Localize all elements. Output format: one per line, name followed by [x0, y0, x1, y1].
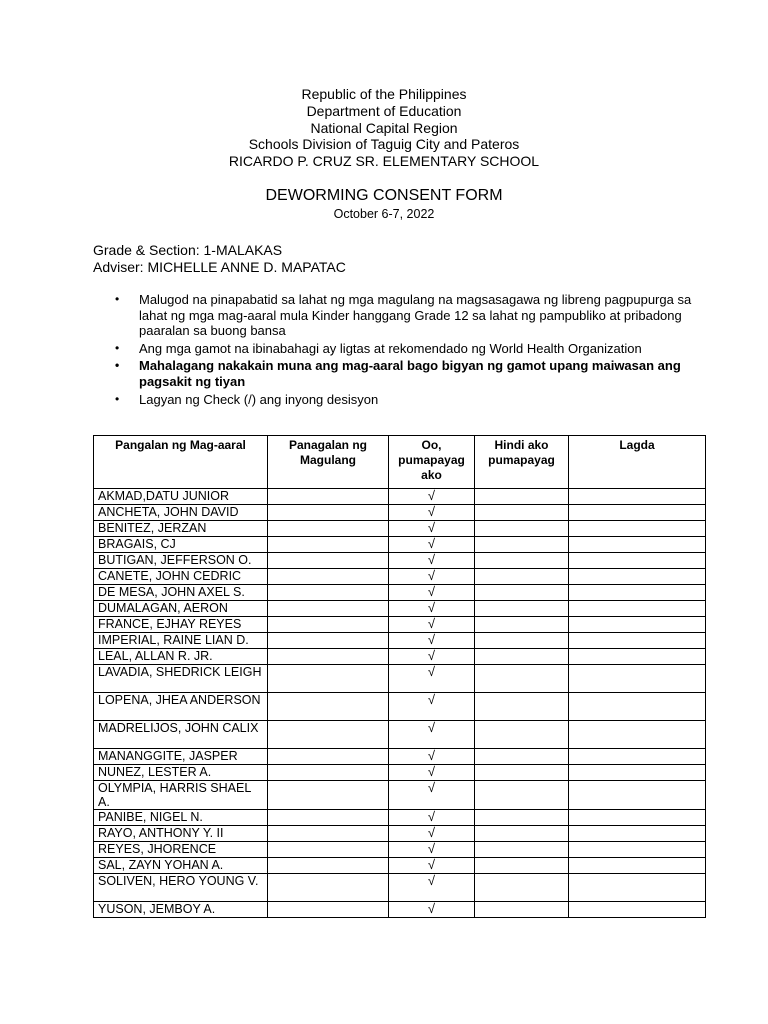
parent-name-cell[interactable]: [268, 842, 389, 858]
bullet-icon: •: [115, 358, 120, 373]
student-name-cell: YUSON, JEMBOY A.: [94, 902, 268, 918]
student-name-cell: BENITEZ, JERZAN: [94, 521, 268, 537]
student-name-cell: DUMALAGAN, AERON: [94, 601, 268, 617]
consent-no-cell[interactable]: [475, 721, 569, 749]
signature-cell[interactable]: [569, 842, 706, 858]
student-name-cell: OLYMPIA, HARRIS SHAEL A.: [94, 781, 268, 810]
consent-yes-cell[interactable]: [389, 553, 475, 569]
table-row: [94, 633, 706, 649]
check-mark-icon: √: [427, 616, 436, 631]
check-mark-icon: √: [427, 552, 436, 567]
consent-no-cell[interactable]: [475, 633, 569, 649]
parent-name-cell[interactable]: [268, 537, 389, 553]
parent-name-cell[interactable]: [268, 569, 389, 585]
consent-no-cell[interactable]: [475, 874, 569, 902]
consent-yes-cell[interactable]: [389, 721, 475, 749]
table-row: [94, 765, 706, 781]
parent-name-cell[interactable]: [268, 874, 389, 902]
consent-no-cell[interactable]: [475, 617, 569, 633]
class-info: [93, 242, 346, 275]
signature-cell[interactable]: [569, 489, 706, 505]
signature-cell[interactable]: [569, 585, 706, 601]
check-mark-icon: √: [427, 841, 436, 856]
signature-cell[interactable]: [569, 781, 706, 810]
instruction-item: [93, 392, 693, 408]
consent-yes-cell[interactable]: [389, 617, 475, 633]
table-row: [94, 693, 706, 721]
check-mark-icon: √: [427, 857, 436, 872]
student-name-cell: SOLIVEN, HERO YOUNG V.: [94, 874, 268, 902]
instruction-text: Malugod na pinapabatid sa lahat ng mga magulang na magsasagawa ng libreng pagpupurga sa lahat ng mga mag-aaral mula Kinder hanggang Grade 12 sa lahat ng pampubliko at pribadong paaralan sa buong bansa: [139, 292, 692, 339]
table-row: [94, 858, 706, 874]
parent-name-cell[interactable]: [268, 633, 389, 649]
grade-section: Grade & Section: 1-MALAKAS: [93, 242, 283, 258]
signature-cell[interactable]: [569, 601, 706, 617]
header-student-name: Pangalan ng Mag-aaral: [94, 436, 268, 489]
parent-name-cell[interactable]: [268, 826, 389, 842]
consent-no-cell[interactable]: [475, 665, 569, 693]
bullet-icon: •: [115, 391, 120, 406]
parent-name-cell[interactable]: [268, 665, 389, 693]
check-mark-icon: √: [427, 809, 436, 824]
signature-cell[interactable]: [569, 693, 706, 721]
student-name-cell: PANIBE, NIGEL N.: [94, 810, 268, 826]
consent-yes-cell[interactable]: [389, 749, 475, 765]
signature-cell[interactable]: [569, 537, 706, 553]
check-mark-icon: √: [427, 600, 436, 615]
consent-yes-cell[interactable]: [389, 489, 475, 505]
signature-cell[interactable]: [569, 505, 706, 521]
student-name-cell: REYES, JHORENCE: [94, 842, 268, 858]
check-mark-icon: √: [427, 648, 436, 663]
consent-yes-cell[interactable]: [389, 505, 475, 521]
table-row: [94, 842, 706, 858]
consent-yes-cell[interactable]: [389, 874, 475, 902]
parent-name-cell[interactable]: [268, 781, 389, 810]
consent-no-cell[interactable]: [475, 601, 569, 617]
consent-no-cell[interactable]: [475, 521, 569, 537]
signature-cell[interactable]: [569, 521, 706, 537]
consent-no-cell[interactable]: [475, 489, 569, 505]
header-consent-yes: Oo, pumapayag ako: [389, 436, 475, 489]
parent-name-cell[interactable]: [268, 489, 389, 505]
consent-no-cell[interactable]: [475, 902, 569, 918]
letterhead: [0, 86, 768, 170]
instruction-list: [93, 292, 693, 409]
consent-yes-cell[interactable]: [389, 649, 475, 665]
consent-no-cell[interactable]: [475, 537, 569, 553]
student-name-cell: FRANCE, EJHAY REYES: [94, 617, 268, 633]
parent-name-cell[interactable]: [268, 617, 389, 633]
letterhead-line-region: National Capital Region: [310, 119, 458, 136]
consent-table: [93, 435, 706, 918]
consent-no-cell[interactable]: [475, 858, 569, 874]
signature-cell[interactable]: [569, 617, 706, 633]
check-mark-icon: √: [427, 664, 436, 679]
check-mark-icon: √: [427, 873, 436, 888]
consent-yes-cell[interactable]: [389, 633, 475, 649]
student-name-cell: LEAL, ALLAN R. JR.: [94, 649, 268, 665]
check-mark-icon: √: [427, 520, 436, 535]
check-mark-icon: √: [427, 692, 436, 707]
parent-name-cell[interactable]: [268, 810, 389, 826]
check-mark-icon: √: [427, 748, 436, 763]
table-row: [94, 537, 706, 553]
check-mark-icon: √: [427, 720, 436, 735]
student-name-cell: DE MESA, JOHN AXEL S.: [94, 585, 268, 601]
check-mark-icon: √: [427, 488, 436, 503]
signature-cell[interactable]: [569, 721, 706, 749]
consent-yes-cell[interactable]: [389, 902, 475, 918]
consent-no-cell[interactable]: [475, 553, 569, 569]
form-title: DEWORMING CONSENT FORM: [265, 187, 503, 204]
consent-yes-cell[interactable]: [389, 858, 475, 874]
signature-cell[interactable]: [569, 569, 706, 585]
consent-no-cell[interactable]: [475, 585, 569, 601]
student-name-cell: CANETE, JOHN CEDRIC: [94, 569, 268, 585]
signature-cell[interactable]: [569, 810, 706, 826]
consent-yes-cell[interactable]: [389, 569, 475, 585]
table-row: [94, 826, 706, 842]
signature-cell[interactable]: [569, 858, 706, 874]
instruction-item: [93, 292, 693, 339]
consent-yes-cell[interactable]: [389, 585, 475, 601]
student-name-cell: LOPENA, JHEA ANDERSON: [94, 693, 268, 721]
parent-name-cell[interactable]: [268, 649, 389, 665]
student-name-cell: ANCHETA, JOHN DAVID: [94, 505, 268, 521]
instruction-text: Ang mga gamot na ibinabahagi ay ligtas at rekomendado ng World Health Organization: [139, 340, 642, 356]
parent-name-cell[interactable]: [268, 601, 389, 617]
table-row: [94, 569, 706, 585]
table-row: [94, 749, 706, 765]
consent-yes-cell[interactable]: [389, 765, 475, 781]
table-header-row: [94, 436, 706, 489]
consent-yes-cell[interactable]: [389, 665, 475, 693]
instruction-item: [93, 341, 693, 357]
table-row: [94, 665, 706, 693]
letterhead-line-school: RICARDO P. CRUZ SR. ELEMENTARY SCHOOL: [228, 153, 540, 170]
parent-name-cell[interactable]: [268, 585, 389, 601]
consent-no-cell[interactable]: [475, 765, 569, 781]
consent-no-cell[interactable]: [475, 749, 569, 765]
check-mark-icon: √: [427, 780, 436, 795]
parent-name-cell[interactable]: [268, 521, 389, 537]
student-name-cell: RAYO, ANTHONY Y. II: [94, 826, 268, 842]
student-name-cell: NUNEZ, LESTER A.: [94, 765, 268, 781]
signature-cell[interactable]: [569, 826, 706, 842]
bullet-icon: •: [115, 340, 120, 355]
instruction-text: Lagyan ng Check (/) ang inyong desisyon: [139, 391, 379, 407]
instruction-text: Mahalagang nakakain muna ang mag-aaral bago bigyan ng gamot upang maiwasan ang pagsakit ng tiyan: [139, 358, 681, 389]
signature-cell[interactable]: [569, 765, 706, 781]
parent-name-cell[interactable]: [268, 721, 389, 749]
consent-no-cell[interactable]: [475, 693, 569, 721]
check-mark-icon: √: [427, 632, 436, 647]
table-row: [94, 902, 706, 918]
consent-no-cell[interactable]: [475, 781, 569, 810]
signature-cell[interactable]: [569, 649, 706, 665]
table-row: [94, 601, 706, 617]
consent-no-cell[interactable]: [475, 649, 569, 665]
signature-cell[interactable]: [569, 665, 706, 693]
parent-name-cell[interactable]: [268, 765, 389, 781]
signature-cell[interactable]: [569, 874, 706, 902]
consent-yes-cell[interactable]: [389, 826, 475, 842]
instruction-item-important: [93, 358, 693, 389]
table-row: [94, 521, 706, 537]
student-name-cell: MADRELIJOS, JOHN CALIX: [94, 721, 268, 749]
check-mark-icon: √: [427, 504, 436, 519]
consent-yes-cell[interactable]: [389, 521, 475, 537]
student-name-cell: BRAGAIS, CJ: [94, 537, 268, 553]
check-mark-icon: √: [427, 764, 436, 779]
consent-yes-cell[interactable]: [389, 601, 475, 617]
letterhead-line-department: Department of Education: [306, 102, 462, 119]
header-parent-name: Panagalan ng Magulang: [268, 436, 389, 489]
check-mark-icon: √: [427, 536, 436, 551]
adviser: Adviser: MICHELLE ANNE D. MAPATAC: [93, 258, 346, 275]
table-row: [94, 585, 706, 601]
header-signature: Lagda: [569, 436, 706, 489]
student-name-cell: AKMAD,DATU JUNIOR: [94, 489, 268, 505]
letterhead-line-division: Schools Division of Taguig City and Pateros: [248, 136, 520, 153]
bullet-icon: •: [115, 292, 120, 306]
form-date: October 6-7, 2022: [333, 207, 435, 221]
check-mark-icon: √: [427, 568, 436, 583]
parent-name-cell[interactable]: [268, 749, 389, 765]
student-name-cell: BUTIGAN, JEFFERSON O.: [94, 553, 268, 569]
consent-yes-cell[interactable]: [389, 810, 475, 826]
table-row: [94, 505, 706, 521]
header-consent-no: Hindi ako pumapayag: [475, 436, 569, 489]
consent-no-cell[interactable]: [475, 505, 569, 521]
table-row: [94, 781, 706, 810]
student-name-cell: LAVADIA, SHEDRICK LEIGH: [94, 665, 268, 693]
signature-cell[interactable]: [569, 633, 706, 649]
student-name-cell: SAL, ZAYN YOHAN A.: [94, 858, 268, 874]
consent-no-cell[interactable]: [475, 826, 569, 842]
parent-name-cell[interactable]: [268, 693, 389, 721]
table-row: [94, 721, 706, 749]
check-mark-icon: √: [427, 901, 436, 916]
signature-cell[interactable]: [569, 553, 706, 569]
parent-name-cell[interactable]: [268, 505, 389, 521]
table-row: [94, 553, 706, 569]
consent-no-cell[interactable]: [475, 810, 569, 826]
parent-name-cell[interactable]: [268, 858, 389, 874]
consent-yes-cell[interactable]: [389, 842, 475, 858]
signature-cell[interactable]: [569, 749, 706, 765]
table-row: [94, 874, 706, 902]
consent-no-cell[interactable]: [475, 569, 569, 585]
table-row: [94, 649, 706, 665]
letterhead-line-republic: Republic of the Philippines: [301, 86, 467, 102]
parent-name-cell[interactable]: [268, 902, 389, 918]
signature-cell[interactable]: [569, 902, 706, 918]
table-row: [94, 489, 706, 505]
table-row: [94, 617, 706, 633]
table-body: [94, 489, 706, 918]
table-row: [94, 810, 706, 826]
parent-name-cell[interactable]: [268, 553, 389, 569]
check-mark-icon: √: [427, 825, 436, 840]
consent-yes-cell[interactable]: [389, 693, 475, 721]
student-name-cell: IMPERIAL, RAINE LIAN D.: [94, 633, 268, 649]
check-mark-icon: √: [427, 584, 436, 599]
consent-yes-cell[interactable]: [389, 781, 475, 810]
consent-no-cell[interactable]: [475, 842, 569, 858]
consent-yes-cell[interactable]: [389, 537, 475, 553]
student-name-cell: MANANGGITE, JASPER: [94, 749, 268, 765]
